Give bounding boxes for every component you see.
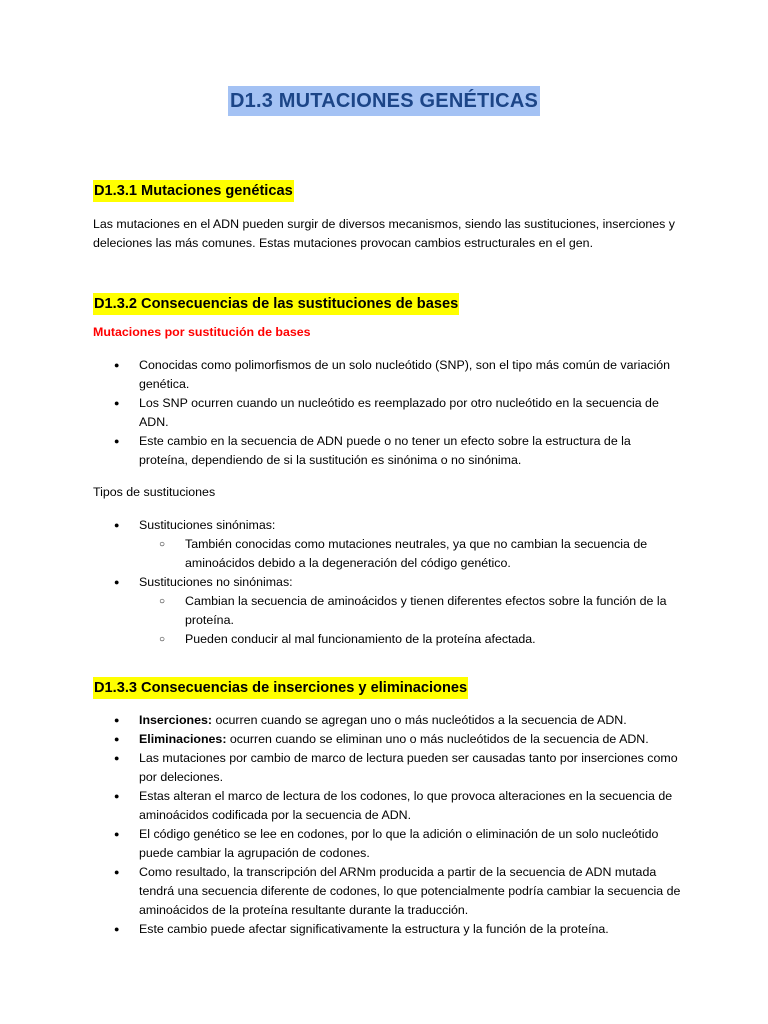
- subheading-mutaciones-sustitucion: Mutaciones por sustitución de bases: [93, 325, 311, 339]
- list-item: [93, 711, 683, 730]
- bold-term: Inserciones:: [139, 713, 212, 727]
- section-mutaciones-geneticas: [93, 180, 683, 253]
- section-inserciones-eliminaciones: [93, 677, 683, 939]
- indel-bullet-list: [93, 711, 683, 939]
- sub-list-item: ○ Pueden conducir al mal funcionamiento de la proteína afectada.: [139, 630, 683, 649]
- list-item: [93, 573, 683, 649]
- list-item: ● Este cambio puede afectar significativamente la estructura y la función de la proteína.: [93, 920, 683, 939]
- sub-list-item: ○ Cambian la secuencia de aminoácidos y tienen diferentes efectos sobre la función de la proteína.: [139, 592, 683, 630]
- section-heading: D1.3.2 Consecuencias de las sustituciones de bases: [93, 293, 459, 315]
- substitution-bullet-list: [93, 356, 683, 470]
- section-heading: D1.3.3 Consecuencias de inserciones y eliminaciones: [93, 677, 468, 699]
- sub-list: [139, 535, 683, 573]
- type-label: Sustituciones no sinónimas:: [139, 575, 293, 589]
- section-paragraph: Las mutaciones en el ADN pueden surgir de diversos mecanismos, siendo las sustituciones, inserciones y deleciones las más comunes. Estas mutaciones provocan cambios estructurales en el gen.: [93, 217, 675, 250]
- bold-term: Eliminaciones:: [139, 732, 227, 746]
- section-sustituciones: [93, 293, 683, 649]
- list-item: ● Como resultado, la transcripción del ARNm producida a partir de la secuencia de ADN mutada tendrá una secuencia diferente de codones, lo que potencialmente podría cambiar la secuencia de aminoácidos de la proteína resultante durante la traducción.: [93, 863, 683, 920]
- types-bullet-list: [93, 516, 683, 649]
- list-item: [93, 516, 683, 573]
- list-item: ● Los SNP ocurren cuando un nucleótido es reemplazado por otro nucleótido en la secuencia de ADN.: [93, 394, 683, 432]
- list-item: ● El código genético se lee en codones, por lo que la adición o eliminación de un solo nucleótido puede cambiar la agrupación de codones.: [93, 825, 683, 863]
- list-item: [93, 730, 683, 749]
- type-label: Sustituciones sinónimas:: [139, 518, 276, 532]
- list-item: ● Este cambio en la secuencia de ADN puede o no tener un efecto sobre la estructura de la proteína, dependiendo de si la sustitución es sinónima o no sinónima.: [93, 432, 683, 470]
- list-item: ● Conocidas como polimorfismos de un solo nucleótido (SNP), son el tipo más común de variación genética.: [93, 356, 683, 394]
- types-label: Tipos de sustituciones: [93, 485, 216, 499]
- list-item: ● Estas alteran el marco de lectura de los codones, lo que provoca alteraciones en la secuencia de aminoácidos codificada por la secuencia de ADN.: [93, 787, 683, 825]
- document-title: D1.3 MUTACIONES GENÉTICAS: [228, 86, 540, 116]
- sub-list: [139, 592, 683, 649]
- section-heading: D1.3.1 Mutaciones genéticas: [93, 180, 294, 202]
- list-item: ● Las mutaciones por cambio de marco de lectura pueden ser causadas tanto por inserciones como por deleciones.: [93, 749, 683, 787]
- sub-list-item: ○ También conocidas como mutaciones neutrales, ya que no cambian la secuencia de aminoácidos debido a la degeneración del código genético.: [139, 535, 683, 573]
- list-item-text: ocurren cuando se eliminan uno o más nucleótidos de la secuencia de ADN.: [226, 732, 649, 746]
- list-item-text: ocurren cuando se agregan uno o más nucleótidos a la secuencia de ADN.: [212, 713, 627, 727]
- title-block: [0, 86, 768, 116]
